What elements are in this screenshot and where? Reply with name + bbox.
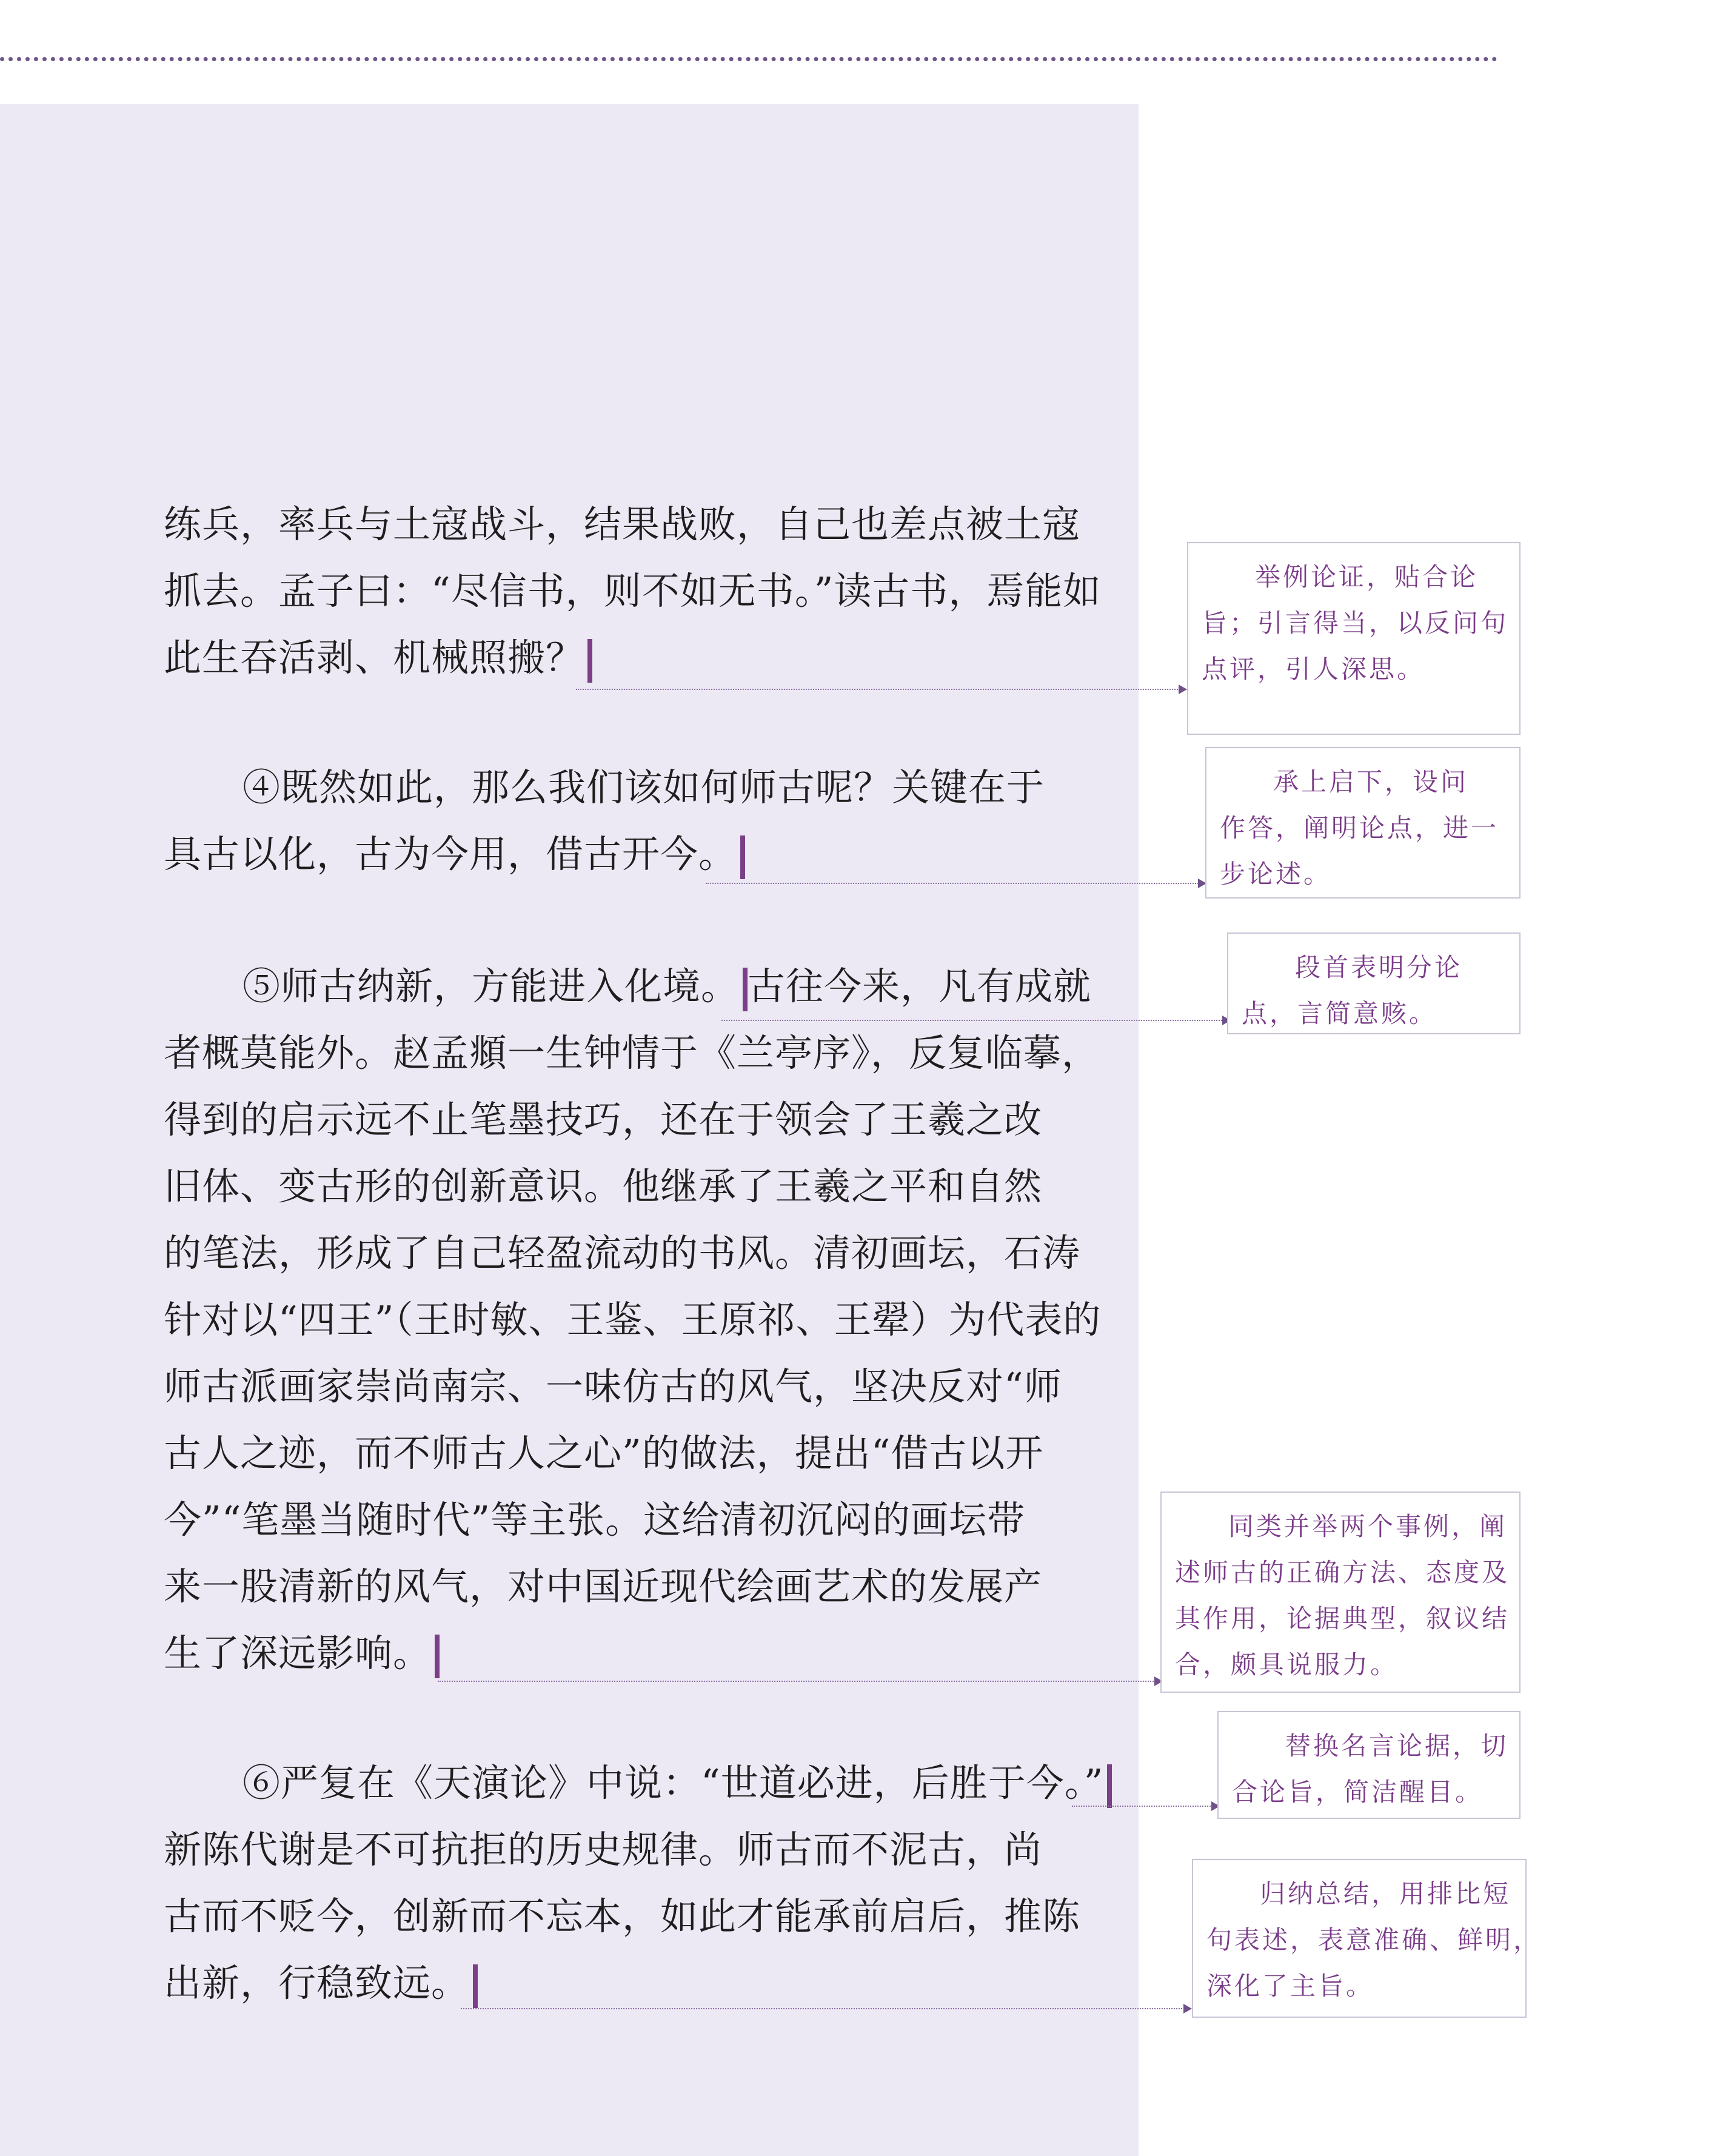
annotation-text-line: 举例论证，贴合论 (1255, 562, 1479, 592)
text-line: 旧体、变古形的创新意识。他继承了王羲之平和自然 (164, 1164, 1043, 1208)
annotation-text-line: 同类并举两个事例，阐 (1228, 1512, 1508, 1541)
annotation-text-line: 旨；引言得当，以反问句 (1202, 608, 1509, 638)
arrow-head-icon (1179, 685, 1187, 694)
annotation-text-line: 其作用，论据典型，叙议结 (1175, 1604, 1510, 1633)
annotation-text-line: 深化了主旨。 (1206, 1971, 1374, 2001)
annotation-connector (576, 689, 1182, 690)
annotation-connector (438, 1681, 1158, 1682)
arrow-head-icon (1183, 2004, 1192, 2014)
annotation-connector (721, 1020, 1225, 1021)
text-line: 古而不贬今，创新而不忘本，如此才能承前启后，推陈 (164, 1894, 1081, 1938)
annotation-text-line: 句表述，表意准确、鲜明， (1206, 1925, 1542, 1955)
text-line: 古人之迹，而不师古人之心”的做法，提出“借古以开 (164, 1431, 1044, 1475)
text-line: 来一股清新的风气，对中国近现代绘画艺术的发展产 (164, 1564, 1043, 1609)
annotation-text-line: 合，颇具说服力。 (1175, 1650, 1399, 1679)
annotation-box-5 (1217, 1711, 1521, 1819)
annotation-text-line: 段首表明分论 (1295, 952, 1463, 982)
text-line: 者概莫能外。赵孟頫一生钟情于《兰亭序》，反复临摹， (164, 1031, 1100, 1075)
text-line: 今”“笔墨当随时代”等主张。这给清初沉闷的画坛带 (164, 1498, 1026, 1542)
annotation-box-6 (1192, 1859, 1542, 2018)
annotation-text-line: 归纳总结，用排比短 (1260, 1879, 1511, 1909)
text-line: 出新，行稳致远。 (164, 1950, 1073, 2017)
text-line: 生了深远影响。 (164, 1620, 1073, 1687)
annotation-box-2 (1205, 747, 1521, 899)
paragraph-4 (164, 754, 1073, 888)
annotation-text-line: 点，言简意赅。 (1242, 999, 1437, 1028)
annotation-connector (706, 883, 1200, 884)
annotation-text-line: 作答，阐明论点，进一 (1220, 813, 1499, 843)
top-dotted-rule (0, 57, 1497, 61)
text-line: 抓去。孟子曰：“尽信书，则不如无书。”读古书，焉能如 (164, 569, 1102, 613)
annotation-connector (461, 2008, 1187, 2009)
annotation-box-1 (1187, 542, 1521, 735)
annotation-text-line: 承上启下，设问 (1273, 767, 1469, 797)
annotation-text-line: 点评，引人深思。 (1202, 654, 1425, 684)
annotation-text-line: 步论述。 (1220, 859, 1332, 889)
text-line: 针对以“四王”（王时敏、王鉴、王原祁、王翚）为代表的 (164, 1297, 1102, 1342)
annotation-text-line: 合论旨，简洁醒目。 (1232, 1777, 1484, 1807)
text-line: 此生吞活剥、机械照搬？ (164, 624, 1073, 691)
text-line: 具古以化，古为今用，借古开今。 (164, 821, 1073, 888)
annotation-box-3 (1227, 932, 1521, 1034)
annotation-marker-bar (1107, 1764, 1112, 1808)
annotation-text-line: 替换名言论据，切 (1285, 1731, 1509, 1761)
text-line: ④既然如此，那么我们该如何师古呢？关键在于 (243, 765, 1045, 809)
annotation-marker-bar (473, 1964, 478, 2008)
annotation-marker-bar (587, 639, 592, 683)
annotation-marker-bar (743, 968, 748, 1011)
text-line: 新陈代谢是不可抗拒的历史规律。师古而不泥古，尚 (164, 1827, 1043, 1872)
annotation-connector (1072, 1806, 1215, 1807)
text-line: 的笔法，形成了自己轻盈流动的书风。清初画坛，石涛 (164, 1231, 1081, 1275)
text-line: 师古派画家崇尚南宗、一味仿古的风气，坚决反对“师 (164, 1364, 1062, 1408)
paragraph-6 (164, 1750, 1104, 2017)
annotation-marker-bar (740, 835, 745, 879)
text-line: ⑤师古纳新，方能进入化境。 古往今来，凡有成就 (164, 953, 1073, 1020)
text-line: 练兵，率兵与土寇战斗，结果战败，自己也差点被土寇 (164, 502, 1081, 546)
paragraph-3-tail (164, 491, 1102, 691)
annotation-marker-bar (435, 1635, 440, 1678)
annotation-text-line: 述师古的正确方法、态度及 (1175, 1558, 1510, 1587)
annotation-box-4 (1160, 1491, 1521, 1693)
paragraph-5 (164, 953, 1102, 1687)
text-line: 得到的启示远不止笔墨技巧，还在于领会了王羲之改 (164, 1097, 1043, 1142)
text-line: ⑥严复在《天演论》中说：“世道必进，后胜于今。” (164, 1750, 1073, 1816)
